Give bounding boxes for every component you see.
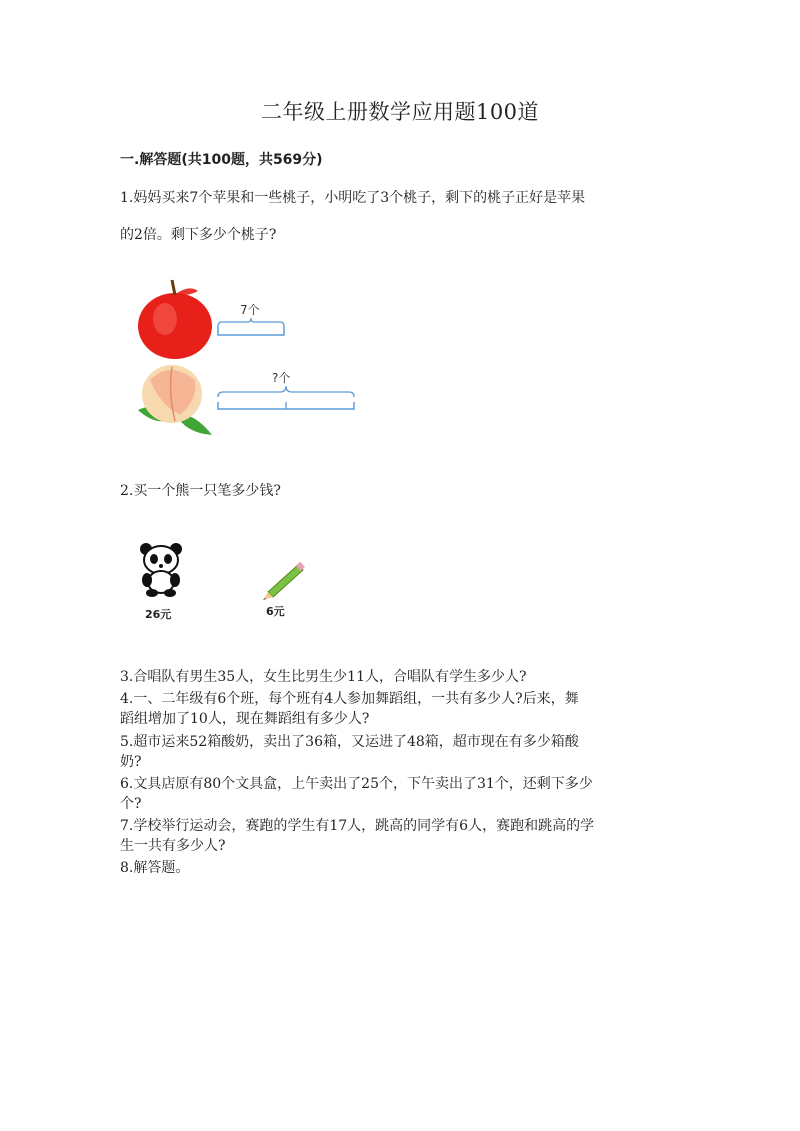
question-5-line-1: 5.超市运来52箱酸奶，卖出了36箱，又运进了48箱，超市现在有多少箱酸	[120, 734, 579, 750]
peach-count-brace	[218, 386, 354, 409]
question-1-cont	[120, 225, 680, 245]
page-title: 二年级上册数学应用题100道	[260, 100, 540, 124]
question-2	[120, 481, 680, 501]
question-4-line-2: 蹈组增加了10人，现在舞蹈组有多少人?	[120, 711, 370, 727]
pencil-price-label: 6元	[266, 605, 285, 618]
section-heading: 一.解答题(共100题，共569分)	[120, 152, 323, 168]
question-2-line-1: 2.买一个熊一只笔多少钱?	[120, 483, 281, 499]
question-5-line-2: 奶?	[120, 754, 142, 770]
question-8	[120, 858, 680, 878]
apple-peach-figure	[120, 275, 380, 445]
question-1	[120, 188, 680, 208]
question-6-line-2: 个?	[120, 796, 142, 812]
question-1-line-1: 1.妈妈买来7个苹果和一些桃子，小明吃了3个桃子，剩下的桃子正好是苹果	[120, 190, 586, 206]
question-6	[120, 774, 680, 814]
question-1-line-2: 的2倍。剩下多少个桃子?	[120, 227, 277, 243]
question-8-line-1: 8.解答题。	[120, 860, 190, 876]
question-7-line-1: 7.学校举行运动会，赛跑的学生有17人，跳高的同学有6人，赛跑和跳高的学	[120, 818, 595, 834]
peach-icon	[138, 365, 212, 435]
question-7-line-2: 生一共有多少人?	[120, 838, 226, 854]
question-4	[120, 689, 680, 729]
question-5	[120, 732, 680, 772]
question-3	[120, 667, 680, 687]
question-3-line-1: 3.合唱队有男生35人，女生比男生少11人，合唱队有学生多少人?	[120, 669, 527, 685]
question-6-line-1: 6.文具店原有80个文具盒，上午卖出了25个，下午卖出了31个，还剩下多少	[120, 776, 593, 792]
pencil-icon	[263, 562, 305, 600]
panda-price-label: 26元	[145, 608, 172, 621]
question-7	[120, 816, 680, 856]
apple-count-label: 7个	[240, 303, 260, 317]
apple-count-brace	[218, 318, 284, 335]
peach-count-label: ?个	[272, 371, 291, 385]
apple-icon	[138, 280, 212, 359]
question-4-line-1: 4.一、二年级有6个班，每个班有4人参加舞蹈组，一共有多少人?后来，舞	[120, 691, 579, 707]
panda-icon	[140, 543, 182, 597]
panda-pencil-figure	[120, 535, 340, 625]
